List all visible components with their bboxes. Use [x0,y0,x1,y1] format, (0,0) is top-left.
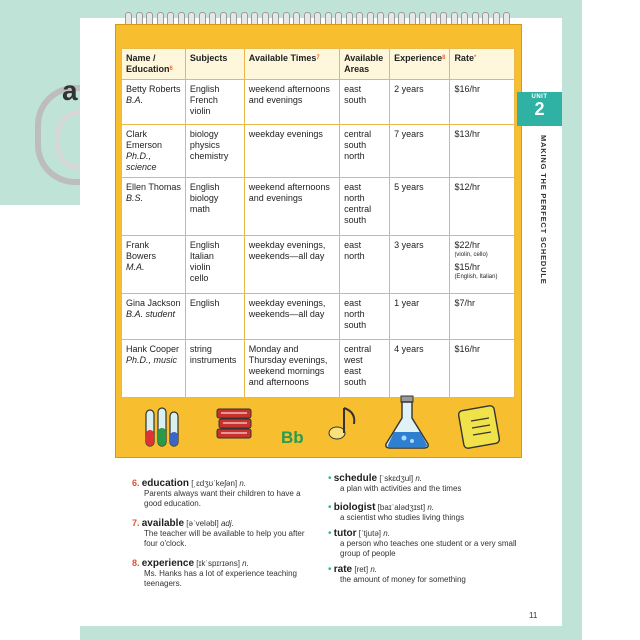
cell-rate: $16/hr [450,80,515,125]
cell-experience: 5 years [390,178,450,236]
letters-bb-icon: Bb [281,428,304,447]
cell-name: Betty Roberts B.A. [122,80,186,125]
bullet-icon: • [328,528,332,539]
cell-experience: 2 years [390,80,450,125]
bullet-icon: • [328,502,332,513]
tutor-schedule-table [121,48,515,398]
table-row [122,178,515,236]
table-row [122,340,515,398]
table-row [122,80,515,125]
cell-subjects: string instruments [185,340,244,398]
header-name: Name / Education$^6$ [122,49,186,80]
cell-areas: east north south [340,294,390,340]
cell-experience: 7 years [390,125,450,178]
cell-subjects: English [185,294,244,340]
cell-rate: $13/hr [450,125,515,178]
cell-experience: 4 years [390,340,450,398]
vocab-item: • tutor [ˈtjutə] n. a person who teaches one student or a very small group of people [328,528,517,558]
notebook-icon [455,404,503,450]
unit-title-vertical: MAKING THE PERFECT SCHEDULE [539,135,548,285]
cell-experience: 3 years [390,236,450,294]
left-margin [0,0,80,640]
header-subjects: Subjects [185,49,244,80]
table-row [122,125,515,178]
cell-areas: east north [340,236,390,294]
books-icon [215,405,255,441]
cell-times: Monday and Thursday evenings, weekend mornings and afternoons [244,340,339,398]
vocab-item: 6. education [ˌɛdʒʊˈkeʃən] n. Parents always want their children to have a good education. [132,478,301,508]
header-areas: Available Areas [340,49,390,80]
test-tubes-icon [140,404,188,452]
cell-rate: $22/hr (violin, cello) $15/hr (English, Italian) [450,236,515,294]
cell-name: Frank Bowers M.A. [122,236,186,294]
cell-areas: east north central south [340,178,390,236]
cell-subjects: English Italian violin cello [185,236,244,294]
vocab-item: • biologist [baɪˈalədʒɪst] n. a scientist who studies living things [328,502,465,522]
vocab-item: 8. experience [ɪkˈspɪrɪəns] n. Ms. Hanks has a lot of experience teaching teenagers. [132,558,297,588]
cell-subjects: English biology math [185,178,244,236]
vocab-item: • schedule [ˈskɛdʒul] n. a plan with activities and the times [328,473,462,493]
cell-times: weekday evenings, weekends—all day [244,236,339,294]
cell-subjects: English French violin [185,80,244,125]
music-note-icon [326,402,362,442]
cell-name: Hank Cooper Ph.D., music [122,340,186,398]
unit-tab [517,92,562,126]
cell-times: weekday evenings [244,125,339,178]
unit-label: UNIT [531,94,548,100]
cropped-letter: a [62,75,78,106]
table-row [122,294,515,340]
cell-rate: $12/hr [450,178,515,236]
cell-subjects: biology physics chemistry [185,125,244,178]
bullet-icon: • [328,473,332,484]
cell-times: weekday evenings, weekends—all day [244,294,339,340]
vocab-item: 7. available [əˈveləbl] adj. The teacher will be available to help you after four o'clock. [132,518,305,548]
cell-rate: $7/hr [450,294,515,340]
flask-icon [382,394,432,452]
cell-experience: 1 year [390,294,450,340]
cell-areas: central west east south [340,340,390,398]
page-bottom-band [80,626,562,640]
right-green-strip [562,0,582,640]
cell-rate: $16/hr [450,340,515,398]
cell-times: weekend afternoons and evenings [244,178,339,236]
cell-areas: central south north [340,125,390,178]
header-times: Available Times$^7$ [244,49,339,80]
table-header-row [122,49,515,80]
unit-number: 2 [534,99,545,119]
header-rate: Rate* [450,49,515,80]
cell-name: Ellen Thomas B.S. [122,178,186,236]
cell-name: Clark Emerson Ph.D., science [122,125,186,178]
table-row [122,236,515,294]
cell-areas: east south [340,80,390,125]
vocab-item: • rate [ret] n. the amount of money for something [328,564,466,584]
page-number: 11 [529,611,538,620]
cell-name: Gina Jackson B.A. student [122,294,186,340]
bullet-icon: • [328,564,332,575]
header-experience: Experience$^8$ [390,49,450,80]
cell-times: weekend afternoons and evenings [244,80,339,125]
right-margin [562,0,640,640]
